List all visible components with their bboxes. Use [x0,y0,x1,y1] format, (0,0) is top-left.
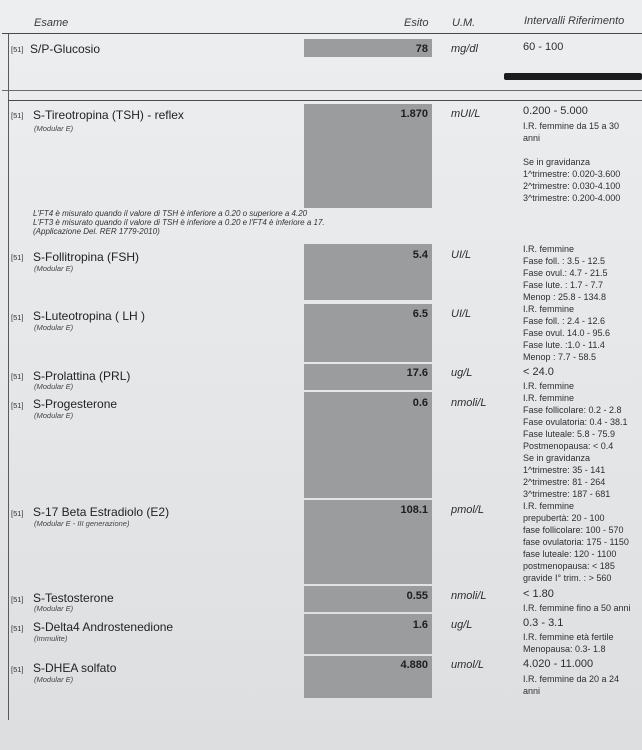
prl-ref-0: < 24.0 [523,366,554,378]
andro-unit: ug/L [451,619,473,631]
tsh-note-1: L'FT4 è misurato quando il valore di TSH è inferiore a 0.20 o superiore a 4.20 [33,209,308,218]
prl-ref-1: I.R. femmine [523,381,575,391]
lh-code: [51] [11,313,24,322]
andro-code: [51] [11,624,24,633]
lh-value: 6.5 [412,308,428,320]
header-unit: U.M. [452,17,476,29]
fsh-value: 5.4 [412,249,428,261]
lh-ref-4: Menop : 7.7 - 58.5 [523,352,597,362]
dhea-value: 4.880 [400,659,428,671]
prog-unit: nmoli/L [451,397,487,409]
prl-name: S-Prolattina (PRL) [33,369,131,383]
fsh-ref-3: Fase lute. : 1.7 - 7.7 [523,280,604,290]
tsh-code: [51] [11,111,24,120]
dhea-name: S-DHEA solfato [33,661,117,675]
prog-ref-5: Se in gravidanza [523,453,591,463]
prog-ref-4: Postmenopausa: < 0.4 [523,441,614,451]
testo-code: [51] [11,595,24,604]
tsh-ref-7: 3^trimestre: 0.200-4.000 [523,193,621,203]
e2-ref-2: fase follicolare: 100 - 570 [523,525,624,535]
tsh-value: 1.870 [400,108,428,120]
dhea-method: (Modular E) [34,675,74,684]
fsh-method: (Modular E) [34,264,74,273]
e2-value: 108.1 [400,504,428,516]
lh-ref-2: Fase ovul. 14.0 - 95.6 [523,328,611,338]
andro-ref-0: 0.3 - 3.1 [523,617,564,629]
glucose-code: [51] [11,45,24,54]
tsh-name: S-Tireotropina (TSH) - reflex [33,108,184,122]
prog-ref-8: 3^trimestre: 187 - 681 [523,489,611,499]
dhea-ref-1: I.R. femmine da 20 a 24 [523,674,620,684]
e2-method: (Modular E - III generazione) [34,519,130,528]
dhea-code: [51] [11,665,24,674]
dhea-ref-2: anni [523,686,541,696]
lh-ref-1: Fase foll. : 2.4 - 12.6 [523,316,606,326]
prl-value: 17.6 [406,367,428,379]
prog-ref-0: I.R. femmine [523,393,575,403]
tsh-ref-6: 2^trimestre: 0.030-4.100 [523,181,621,191]
dhea-unit: umol/L [451,659,485,671]
left-rule [8,100,9,720]
testo-method: (Modular E) [34,604,74,613]
tsh-note-2: L'FT3 è misurato quando il valore di TSH è inferiore a 0.20 e l'FT4 è inferiore a 17. [33,218,325,227]
testo-unit: nmoli/L [451,590,487,602]
prog-ref-3: Fase luteale: 5.8 - 75.9 [523,429,616,439]
section-top-rule [8,100,642,101]
fsh-ref-0: I.R. femmine [523,244,575,254]
lh-name: S-Luteotropina ( LH ) [33,309,146,323]
testo-value: 0.55 [406,590,428,602]
header-result: Esito [404,17,429,29]
testo-ref-1: I.R. femmine fino a 50 anni [523,603,631,613]
andro-method: (Immulite) [34,634,68,643]
prog-ref-1: Fase follicolare: 0.2 - 2.8 [523,405,622,415]
prog-ref-2: Fase ovulatoria: 0.4 - 38.1 [523,417,628,427]
prl-unit: ug/L [451,367,473,379]
prog-ref-6: 1^trimestre: 35 - 141 [523,465,606,475]
prog-method: (Modular E) [34,411,74,420]
testo-name: S-Testosterone [33,591,114,605]
fsh-unit: UI/L [451,249,472,261]
lh-method: (Modular E) [34,323,74,332]
redaction-mark [504,73,642,80]
tsh-ref-1: I.R. femmine da 15 a 30 [523,121,620,131]
fsh-ref-4: Menop : 25.8 - 134.8 [523,292,607,302]
tsh-ref-0: 0.200 - 5.000 [523,105,588,117]
e2-unit: pmol/L [451,504,485,516]
glucose-unit: mg/dl [451,43,478,55]
lh-unit: UI/L [451,308,472,320]
e2-ref-4: fase luteale: 120 - 1100 [523,549,617,559]
prl-method: (Modular E) [34,382,74,391]
testo-ref-0: < 1.80 [523,588,554,600]
fsh-code: [51] [11,253,24,262]
prl-code: [51] [11,372,24,381]
e2-name: S-17 Beta Estradiolo (E2) [33,505,170,519]
tsh-unit: mUI/L [451,108,481,120]
prog-ref-7: 2^trimestre: 81 - 264 [523,477,606,487]
e2-ref-5: postmenopausa: < 185 [523,561,615,571]
section-rule [2,90,642,91]
e2-ref-3: fase ovulatoria: 175 - 1150 [523,537,629,547]
andro-ref-1: I.R. femmine età fertile [523,632,614,642]
andro-value: 1.6 [412,619,428,631]
glucose-name: S/P-Glucosio [30,42,101,56]
prog-value: 0.6 [412,397,428,409]
header-rule [2,33,642,34]
e2-ref-6: gravide I° trim. : > 560 [523,573,612,583]
glucose-ref: 60 - 100 [523,41,564,53]
e2-ref-1: prepubertà: 20 - 100 [523,513,605,523]
e2-ref-0: I.R. femmine [523,501,575,511]
lh-ref-0: I.R. femmine [523,304,575,314]
lh-ref-3: Fase lute. :1.0 - 11.4 [523,340,605,350]
e2-code: [51] [11,509,24,518]
andro-name: S-Delta4 Androstenedione [33,620,174,634]
prog-name: S-Progesterone [33,397,118,411]
fsh-name: S-Follitropina (FSH) [33,250,140,264]
header-exam: Esame [34,17,69,29]
fsh-ref-1: Fase foll. : 3.5 - 12.5 [523,256,606,266]
andro-ref-2: Menopausa: 0.3- 1.8 [523,644,606,654]
header-ref: Intervalli Riferimento [524,15,625,27]
fsh-ref-2: Fase ovul.: 4.7 - 21.5 [523,268,608,278]
tsh-ref-4: Se in gravidanza [523,157,591,167]
glucose-value: 78 [415,43,428,55]
tsh-method: (Modular E) [34,124,74,133]
dhea-ref-0: 4.020 - 11.000 [523,658,594,670]
tsh-ref-5: 1^trimestre: 0.020-3.600 [523,169,621,179]
tsh-ref-2: anni [523,133,541,143]
tsh-note-3: (Applicazione Del. RER 1779-2010) [33,227,160,236]
prog-code: [51] [11,401,24,410]
